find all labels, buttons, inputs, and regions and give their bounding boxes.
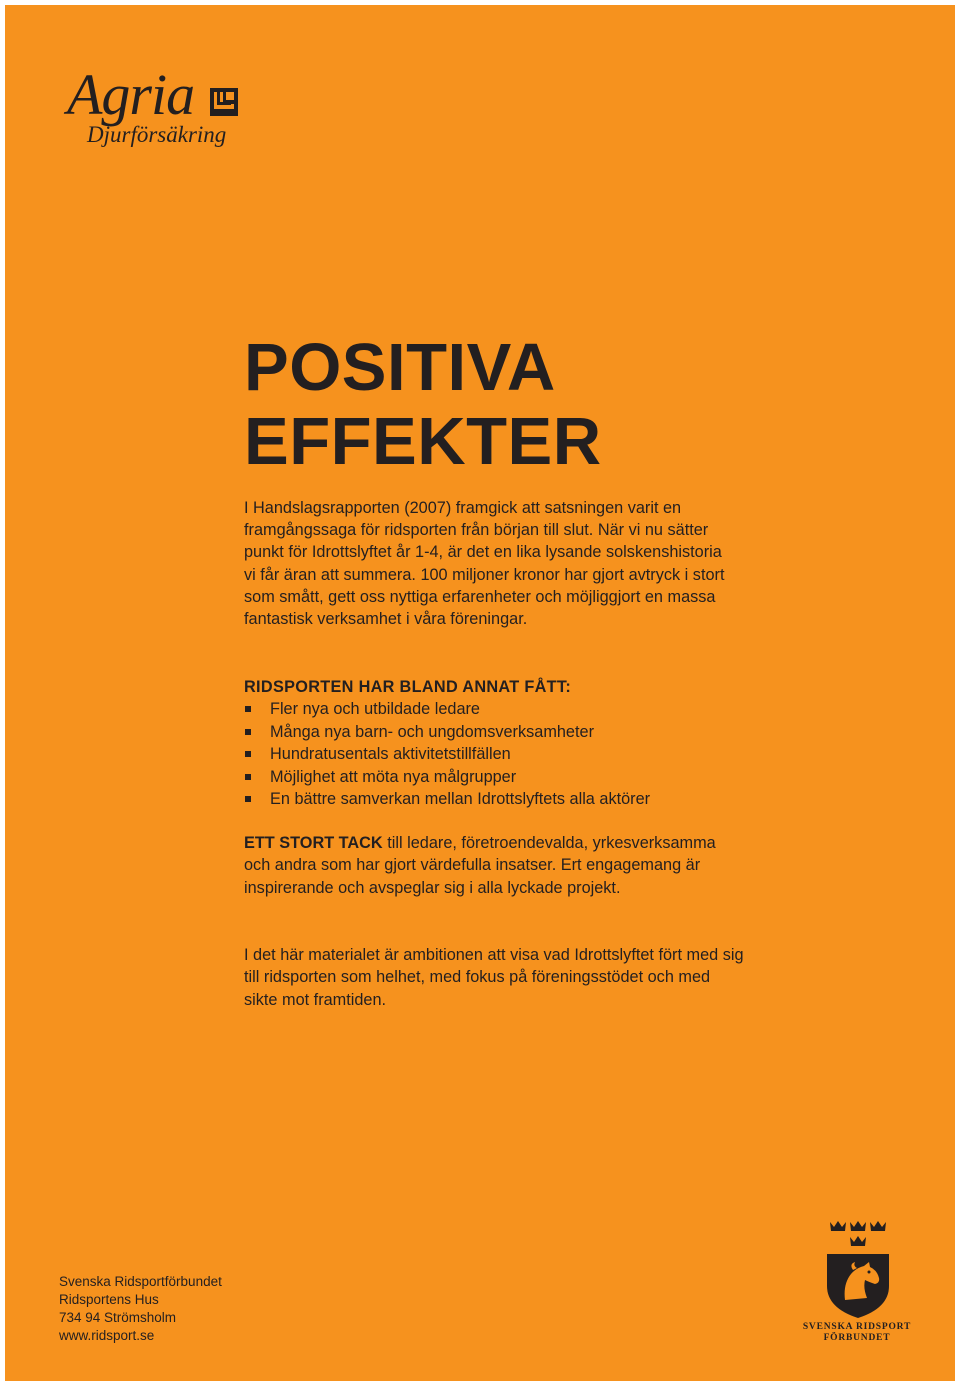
gains-list (244, 698, 744, 810)
list-item: Många nya barn- och ungdomsverksamheter (244, 721, 744, 743)
agria-brand-text: Agria (67, 62, 195, 127)
agria-subtitle: Djurförsäkring (87, 122, 227, 147)
thanks-paragraph (244, 832, 744, 899)
list-item: Fler nya och utbildade ledare (244, 698, 744, 720)
thanks-text: till ledare, företroendevalda, yrkesverksamma och andra som har gjort värdefulla insatser. Ert engagemang är inspirerande och avspeglar sig i alla lyckade projekt. (244, 834, 716, 897)
list-item: Hundratusentals aktivitetstillfällen (244, 743, 744, 765)
title-line-1: POSITIVA (244, 330, 556, 405)
address-web-link[interactable]: www.ridsport.se (59, 1328, 155, 1343)
closing-paragraph: I det här materialet är ambitionen att visa vad Idrottslyftet fört med sig till ridsporten som helhet, med fokus på föreningsstödet och med sikte mot framtiden. (244, 946, 744, 1009)
intro-paragraph: I Handslagsrapporten (2007) framgick att satsningen varit en framgångssaga för ridsporten från början till slut. När vi nu sätter punkt för Idrottslyftet år 1-4, är det en lika lysande solskenshistoria vi får äran att summera. 100 miljoner kronor har gjort avtryck i stort som smått, gett oss nyttiga erfarenheter och möjliggjort en massa fantastisk verksamhet i våra föreningar. (244, 499, 725, 629)
bullet-icon (245, 774, 251, 780)
address-block (59, 1273, 222, 1345)
address-org: Svenska Ridsportförbundet (59, 1274, 222, 1289)
gains-heading: RIDSPORTEN HAR BLAND ANNAT FÅTT: (244, 678, 572, 696)
thanks-lead: ETT STORT TACK (244, 834, 383, 852)
poster-page (5, 5, 955, 1381)
bullet-icon (245, 751, 251, 757)
agria-mark-icon (210, 88, 238, 116)
bullet-icon (245, 706, 251, 712)
title-line-2: EFFEKTER (244, 404, 602, 479)
address-postal: 734 94 Strömsholm (59, 1310, 177, 1325)
bullet-icon (245, 729, 251, 735)
agria-logo (67, 62, 267, 160)
gains-section (244, 676, 744, 810)
page-title (244, 331, 602, 479)
federation-logo (795, 1218, 923, 1348)
bullet-icon (245, 796, 251, 802)
federation-name: SVENSKA RIDSPORT FÖRBUNDET (802, 1322, 912, 1343)
address-building: Ridsportens Hus (59, 1292, 159, 1307)
list-item: En bättre samverkan mellan Idrottslyftets alla aktörer (244, 788, 744, 810)
list-item: Möjlighet att möta nya målgrupper (244, 766, 744, 788)
federation-emblem-icon (823, 1218, 893, 1320)
